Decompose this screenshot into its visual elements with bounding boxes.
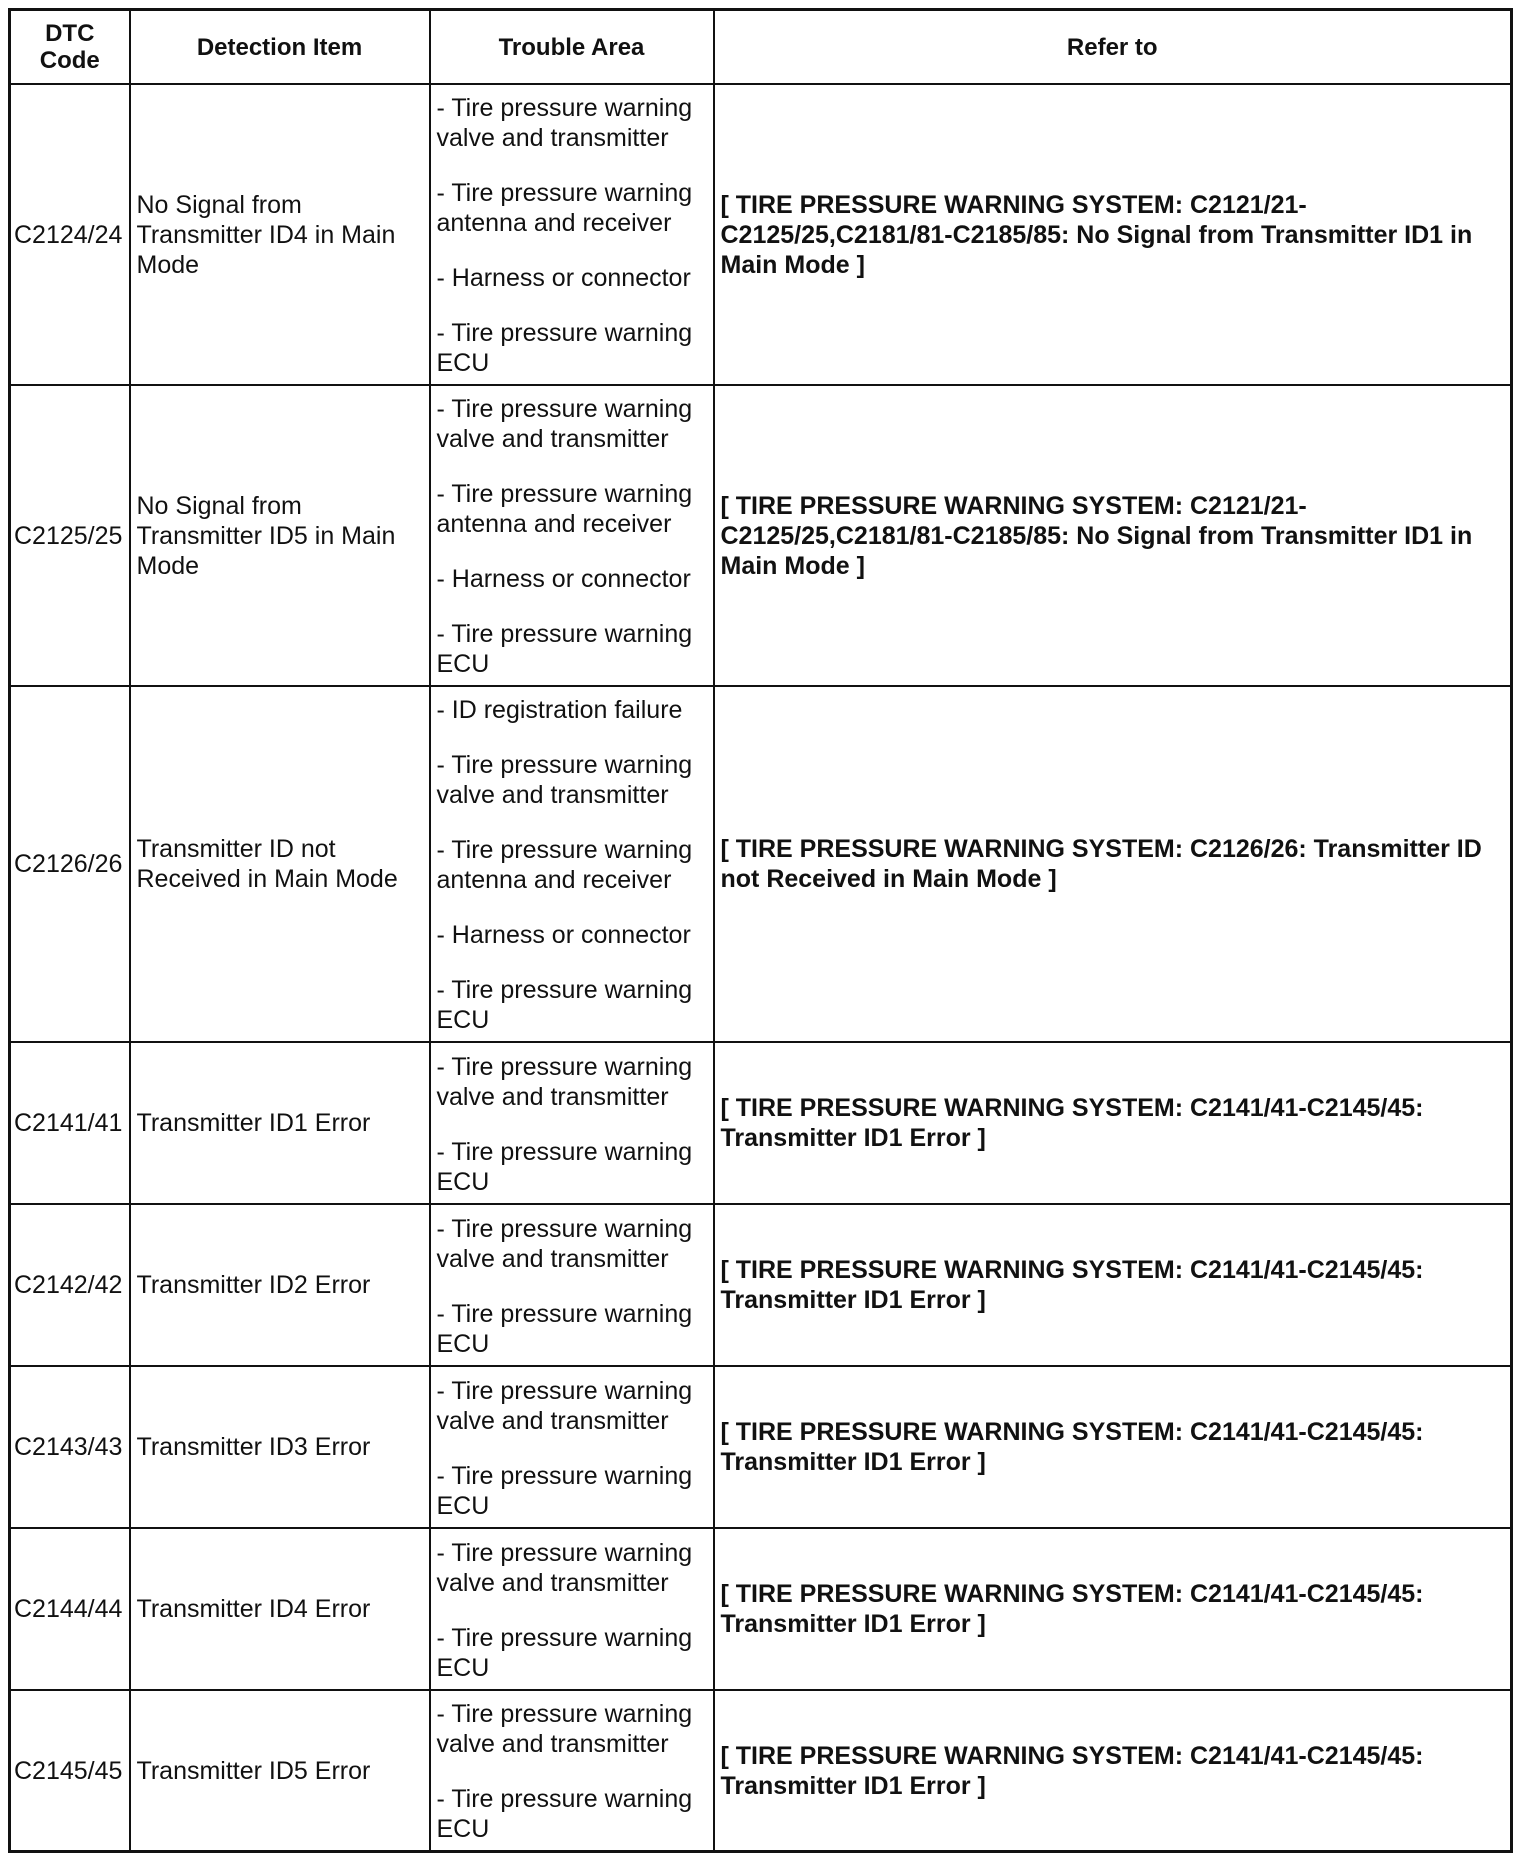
header-dtc-code: DTC Code (10, 10, 130, 85)
detection-item-cell: No Signal from Transmitter ID5 in Main Mode (130, 385, 430, 686)
header-refer-to: Refer to (714, 10, 1512, 85)
detection-item-cell: Transmitter ID not Received in Main Mode (130, 686, 430, 1042)
detection-item-cell: Transmitter ID3 Error (130, 1366, 430, 1528)
refer-to-link[interactable]: [ TIRE PRESSURE WARNING SYSTEM: C2141/41-C2145/45: Transmitter ID1 Error ] (714, 1204, 1512, 1366)
trouble-area-item: - Harness or connector (436, 565, 691, 593)
trouble-area-item: - Tire pressure warning valve and transmitter (436, 395, 693, 453)
trouble-area-item: - Tire pressure warning antenna and receiver (436, 480, 693, 538)
trouble-area-cell (430, 84, 714, 385)
trouble-area-item: - Tire pressure warning ECU (436, 319, 693, 377)
refer-to-link[interactable]: [ TIRE PRESSURE WARNING SYSTEM: C2121/21-C2125/25,C2181/81-C2185/85: No Signal from Transmitter ID1 in Main Mode ] (714, 84, 1512, 385)
dtc-table (8, 8, 1513, 1853)
table-row (10, 1528, 1512, 1690)
trouble-area-cell (430, 686, 714, 1042)
trouble-area-item: - Tire pressure warning valve and transmitter (436, 1700, 693, 1758)
refer-to-link[interactable]: [ TIRE PRESSURE WARNING SYSTEM: C2141/41-C2145/45: Transmitter ID1 Error ] (714, 1690, 1512, 1852)
table-row (10, 1204, 1512, 1366)
refer-to-link[interactable]: [ TIRE PRESSURE WARNING SYSTEM: C2121/21-C2125/25,C2181/81-C2185/85: No Signal from Transmitter ID1 in Main Mode ] (714, 385, 1512, 686)
trouble-area-item: - Tire pressure warning valve and transmitter (436, 94, 693, 152)
table-row (10, 1366, 1512, 1528)
trouble-area-cell (430, 1366, 714, 1528)
dtc-code-cell: C2125/25 (10, 385, 130, 686)
trouble-area-item: - Tire pressure warning ECU (436, 1299, 693, 1358)
trouble-area-item: - Tire pressure warning ECU (436, 1623, 693, 1682)
dtc-code-cell: C2144/44 (10, 1528, 130, 1690)
trouble-area-cell (430, 1204, 714, 1366)
table-row (10, 1690, 1512, 1852)
trouble-area-item: - Tire pressure warning valve and transmitter (436, 1538, 693, 1597)
detection-item-cell: Transmitter ID4 Error (130, 1528, 430, 1690)
refer-to-link[interactable]: [ TIRE PRESSURE WARNING SYSTEM: C2126/26: Transmitter ID not Received in Main Mode ] (714, 686, 1512, 1042)
dtc-code-cell: C2145/45 (10, 1690, 130, 1852)
trouble-area-item: - Tire pressure warning ECU (436, 620, 693, 678)
dtc-code-cell: C2126/26 (10, 686, 130, 1042)
trouble-area-cell (430, 385, 714, 686)
table-row (10, 686, 1512, 1042)
header-trouble-area: Trouble Area (430, 10, 714, 85)
trouble-area-item: - Tire pressure warning valve and transmitter (436, 1052, 693, 1111)
trouble-area-cell (430, 1042, 714, 1204)
table-row (10, 385, 1512, 686)
dtc-code-cell: C2124/24 (10, 84, 130, 385)
trouble-area-item: - ID registration failure (436, 696, 683, 724)
trouble-area-item: - Harness or connector (436, 264, 691, 292)
dtc-code-cell: C2142/42 (10, 1204, 130, 1366)
table-row (10, 1042, 1512, 1204)
trouble-area-cell (430, 1528, 714, 1690)
trouble-area-item: - Tire pressure warning antenna and receiver (436, 836, 693, 894)
trouble-area-item: - Tire pressure warning valve and transmitter (436, 1376, 693, 1435)
detection-item-cell: Transmitter ID5 Error (130, 1690, 430, 1852)
dtc-code-cell: C2141/41 (10, 1042, 130, 1204)
table-header-row (10, 10, 1512, 85)
trouble-area-item: - Tire pressure warning antenna and receiver (436, 179, 693, 237)
refer-to-link[interactable]: [ TIRE PRESSURE WARNING SYSTEM: C2141/41-C2145/45: Transmitter ID1 Error ] (714, 1528, 1512, 1690)
dtc-code-cell: C2143/43 (10, 1366, 130, 1528)
trouble-area-cell (430, 1690, 714, 1852)
trouble-area-item: - Tire pressure warning ECU (436, 1461, 693, 1520)
table-row (10, 84, 1512, 385)
trouble-area-item: - Tire pressure warning ECU (436, 1137, 693, 1196)
trouble-area-item: - Tire pressure warning valve and transmitter (436, 1214, 693, 1273)
refer-to-link[interactable]: [ TIRE PRESSURE WARNING SYSTEM: C2141/41-C2145/45: Transmitter ID1 Error ] (714, 1042, 1512, 1204)
detection-item-cell: Transmitter ID2 Error (130, 1204, 430, 1366)
detection-item-cell: No Signal from Transmitter ID4 in Main Mode (130, 84, 430, 385)
detection-item-cell: Transmitter ID1 Error (130, 1042, 430, 1204)
dtc-table-container (8, 8, 1510, 1853)
trouble-area-item: - Harness or connector (436, 921, 691, 949)
trouble-area-item: - Tire pressure warning ECU (436, 1785, 693, 1843)
refer-to-link[interactable]: [ TIRE PRESSURE WARNING SYSTEM: C2141/41-C2145/45: Transmitter ID1 Error ] (714, 1366, 1512, 1528)
header-detection-item: Detection Item (130, 10, 430, 85)
trouble-area-item: - Tire pressure warning ECU (436, 976, 693, 1034)
trouble-area-item: - Tire pressure warning valve and transmitter (436, 751, 693, 809)
